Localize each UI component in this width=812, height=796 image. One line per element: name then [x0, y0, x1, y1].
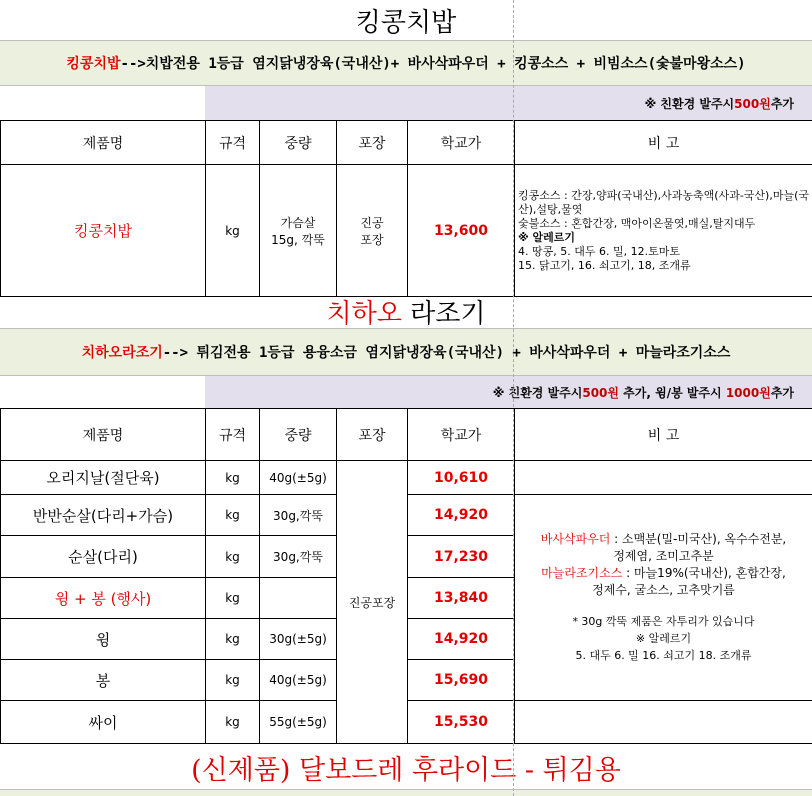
section1-note-suffix: 추가: [770, 96, 794, 111]
section2-note-part: 추가, 윙/봉 발주시: [619, 385, 726, 400]
product-packaging: [337, 165, 408, 297]
remark-line: 15. 닭고기, 16. 쇠고기, 18, 조개류: [518, 258, 691, 272]
section2-note-part: ※ 친환경 발주시: [492, 385, 583, 400]
section2-note: [205, 376, 812, 408]
section2-product-label: 치하오라조기: [81, 345, 163, 361]
product-name: 윙: [1, 619, 206, 660]
product-weight: 55g(±5g): [260, 701, 337, 744]
product-unit: kg: [206, 495, 260, 536]
remark-ingredient-label: 바사삭파우더: [540, 532, 611, 546]
header-remarks: 비 고: [515, 409, 812, 461]
product-name: 윙 + 봉 (행사): [1, 578, 206, 619]
section3-subtitle-bar: [0, 789, 812, 796]
section2-header-row: [1, 409, 812, 461]
product-weight: 30g(±5g): [260, 619, 337, 660]
product-price: 15,530: [408, 701, 515, 744]
product-weight: 30g,깍뚝: [260, 536, 337, 578]
remark-line: 정제염, 조미고추분: [613, 549, 714, 563]
remark-empty-cell: [515, 461, 812, 495]
product-remarks: [515, 495, 812, 701]
product-unit: kg: [206, 578, 260, 619]
header-school-price: 학교가: [408, 121, 515, 165]
product-price: 13,600: [408, 165, 515, 297]
header-packaging: 포장: [337, 409, 408, 461]
product-price: 15,690: [408, 660, 515, 701]
product-weight: 40g(±5g): [260, 660, 337, 701]
remark-line: 5. 대두 6. 밀 16. 쇠고기 18. 조개류: [575, 649, 752, 662]
product-remarks: [515, 165, 812, 297]
product-unit: kg: [206, 701, 260, 744]
product-unit: kg: [206, 536, 260, 578]
section1-note-prefix: ※ 친환경 발주시: [644, 96, 735, 111]
section2-title: [0, 294, 812, 328]
table-row: [1, 165, 812, 297]
product-weight: [260, 165, 337, 297]
product-unit: kg: [206, 660, 260, 701]
header-school-price: 학교가: [408, 409, 515, 461]
remark-line: 4. 땅콩, 5. 대두 6. 밀, 12.토마토: [518, 244, 680, 258]
section1-product-desc: -->치밥전용 1등급 염지닭냉장육(국내산)+ 바사삭파우더 + 킹콩소스 + 비빔소스(숯불마왕소스): [120, 56, 746, 72]
product-unit: kg: [206, 461, 260, 495]
product-name: 순살(다리): [1, 536, 206, 578]
product-price: 13,840: [408, 578, 515, 619]
product-price: 14,920: [408, 495, 515, 536]
header-remarks: 비 고: [515, 121, 812, 165]
remark-empty-cell: [515, 701, 812, 744]
product-unit: kg: [206, 165, 260, 297]
product-name: 봉: [1, 660, 206, 701]
section1-table: [0, 120, 812, 297]
section1-note-price: 500원: [734, 96, 771, 111]
section1-note: [205, 86, 812, 120]
product-weight: 40g(±5g): [260, 461, 337, 495]
section2-subtitle-bar: [0, 328, 812, 376]
section1-product-label: 킹콩치밥: [66, 56, 121, 72]
product-packaging: 진공포장: [337, 461, 408, 744]
header-weight: 중량: [260, 121, 337, 165]
remark-line: [519, 531, 808, 548]
remark-ingredient-label: 마늘라조기소스: [541, 566, 623, 580]
section1-header-row: [1, 121, 812, 165]
product-name: 싸이: [1, 701, 206, 744]
remark-line: ※ 알레르기: [635, 632, 692, 645]
product-weight: [260, 578, 337, 619]
section2-product-desc: --> 튀김전용 1등급 용융소금 염지닭냉장육(국내산) + 바사삭파우더 + 마늘라조기소스: [162, 345, 731, 361]
product-name: 오리지날(절단육): [1, 461, 206, 495]
section2-title-brand: 치하오: [326, 298, 402, 329]
header-unit: 규격: [206, 409, 260, 461]
remark-line: * 30g 깍뚝 제품은 자투리가 있습니다: [572, 615, 755, 628]
section2-note-price: 1000원: [725, 385, 771, 400]
section3-title-text: (신제품) 달보드레 후라이드 - 튀김용: [191, 754, 621, 786]
remark-spacer: [519, 599, 808, 613]
section2-table: [0, 408, 812, 744]
remark-line: 숯불소스 : 혼합간장, 맥아이온물엿,매실,탈지대두: [518, 216, 756, 230]
product-unit: kg: [206, 619, 260, 660]
product-price: 17,230: [408, 536, 515, 578]
table-row: [1, 461, 812, 495]
product-weight: 30g,깍뚝: [260, 495, 337, 536]
header-product-name: 제품명: [1, 409, 206, 461]
product-price: 10,610: [408, 461, 515, 495]
header-product-name: 제품명: [1, 121, 206, 165]
header-packaging: 포장: [337, 121, 408, 165]
section2-note-price: 500원: [582, 385, 619, 400]
product-name: 반반순살(다리+가슴): [1, 495, 206, 536]
section1-title: [0, 0, 812, 40]
remark-line: 킹콩소스 : 간장,양파(국내산),사과농축액(사과-국산),마늘(국산),설탕,물엿: [518, 188, 810, 216]
remark-ingredient-text: : 마늘19%(국내산), 혼합간장,: [622, 566, 786, 580]
section3-title: [0, 745, 812, 789]
product-name: 킹콩치밥: [1, 165, 206, 297]
remark-ingredient-text: : 소맥분(밀-미국산), 옥수수전분,: [610, 532, 787, 546]
remark-line: 정제수, 굴소스, 고추맛기름: [592, 583, 735, 597]
page-break-guide: [513, 0, 514, 796]
product-price: 14,920: [408, 619, 515, 660]
pack-line: 진공: [360, 215, 384, 230]
header-weight: 중량: [260, 409, 337, 461]
weight-line: 15g, 깍뚝: [271, 232, 325, 247]
section1-title-text: 킹콩치밥: [355, 7, 457, 38]
weight-line: 가슴살: [280, 215, 316, 230]
header-unit: 규격: [206, 121, 260, 165]
section1-subtitle-bar: [0, 40, 812, 86]
remark-line: [519, 565, 808, 582]
section2-title-text: 라조기: [401, 298, 486, 329]
remark-line: ※ 알레르기: [518, 230, 576, 244]
pack-line: 포장: [360, 232, 384, 247]
section2-note-part: 추가: [770, 385, 794, 400]
